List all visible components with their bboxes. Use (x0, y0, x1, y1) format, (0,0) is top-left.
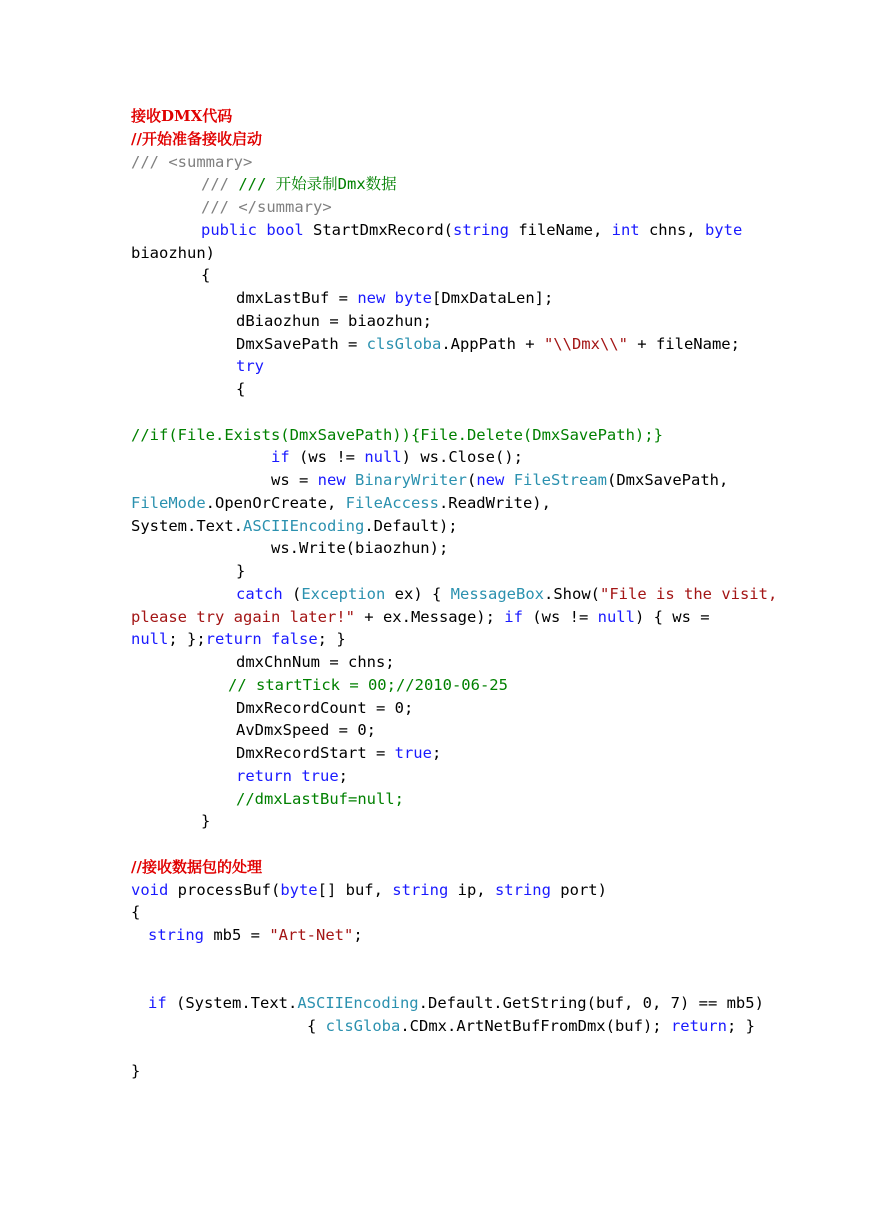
code-line: return true; (236, 767, 349, 785)
code-line: DmxSavePath = clsGloba.AppPath + "\\Dmx\\" + fileName; (236, 335, 740, 353)
brace-close: } (201, 812, 211, 830)
title-heading: 接收DMX代码 (131, 107, 233, 125)
brace-open: { (201, 266, 211, 284)
code-line: { clsGloba.CDmx.ArtNetBufFromDmx(buf); return; } (307, 1017, 755, 1035)
commented-if-line: //if(File.Exists(DmxSavePath)){File.Delete(DmxSavePath);} (131, 426, 663, 444)
code-line: dmxLastBuf = new byte[DmxDataLen]; (236, 289, 554, 307)
method-signature-cont: biaozhun) (131, 244, 215, 262)
process-buf-signature: void processBuf(byte[] buf, string ip, string port) (131, 881, 607, 899)
process-packet-heading: //接收数据包的处理 (131, 858, 262, 876)
code-line: FileMode.OpenOrCreate, FileAccess.ReadWrite), (131, 494, 551, 512)
code-line: DmxRecordCount = 0; (236, 699, 414, 717)
code-line: System.Text.ASCIIEncoding.Default); (131, 517, 458, 535)
code-line: ws.Write(biaozhun); (271, 539, 449, 557)
summary-open-line: /// <summary> (131, 153, 253, 171)
summary-text-line: /// /// 开始录制Dmx数据 (201, 175, 397, 193)
code-line: if (System.Text.ASCIIEncoding.Default.GetString(buf, 0, 7) == mb5) (148, 994, 764, 1012)
code-line: ws = new BinaryWriter(new FileStream(DmxSavePath, (271, 471, 729, 489)
try-close-brace: } (236, 562, 246, 580)
catch-line-cont: please try again later!" + ex.Message); if (ws != null) { ws = (131, 608, 710, 626)
code-line: if (ws != null) ws.Close(); (271, 448, 523, 466)
try-keyword: try (236, 357, 264, 375)
catch-line-cont: null; };return false; } (131, 630, 346, 648)
catch-line: catch (Exception ex) { MessageBox.Show("File is the visit, (236, 585, 778, 603)
process-buf-close: } (131, 1062, 141, 1080)
code-line: DmxRecordStart = true; (236, 744, 442, 762)
start-tick-comment: // startTick = 00;//2010-06-25 (228, 676, 508, 694)
last-buf-comment: //dmxLastBuf=null; (236, 790, 404, 808)
process-buf-open: { (131, 903, 141, 921)
code-line: string mb5 = "Art-Net"; (148, 926, 363, 944)
method-signature-line: public bool StartDmxRecord(string fileName, int chns, byte (201, 221, 743, 239)
try-brace: { (236, 380, 246, 398)
summary-close-line: /// </summary> (201, 198, 332, 216)
code-line: dBiaozhun = biaozhun; (236, 312, 432, 330)
start-record-heading: //开始准备接收启动 (131, 130, 262, 148)
code-line: dmxChnNum = chns; (236, 653, 395, 671)
code-line: AvDmxSpeed = 0; (236, 721, 376, 739)
